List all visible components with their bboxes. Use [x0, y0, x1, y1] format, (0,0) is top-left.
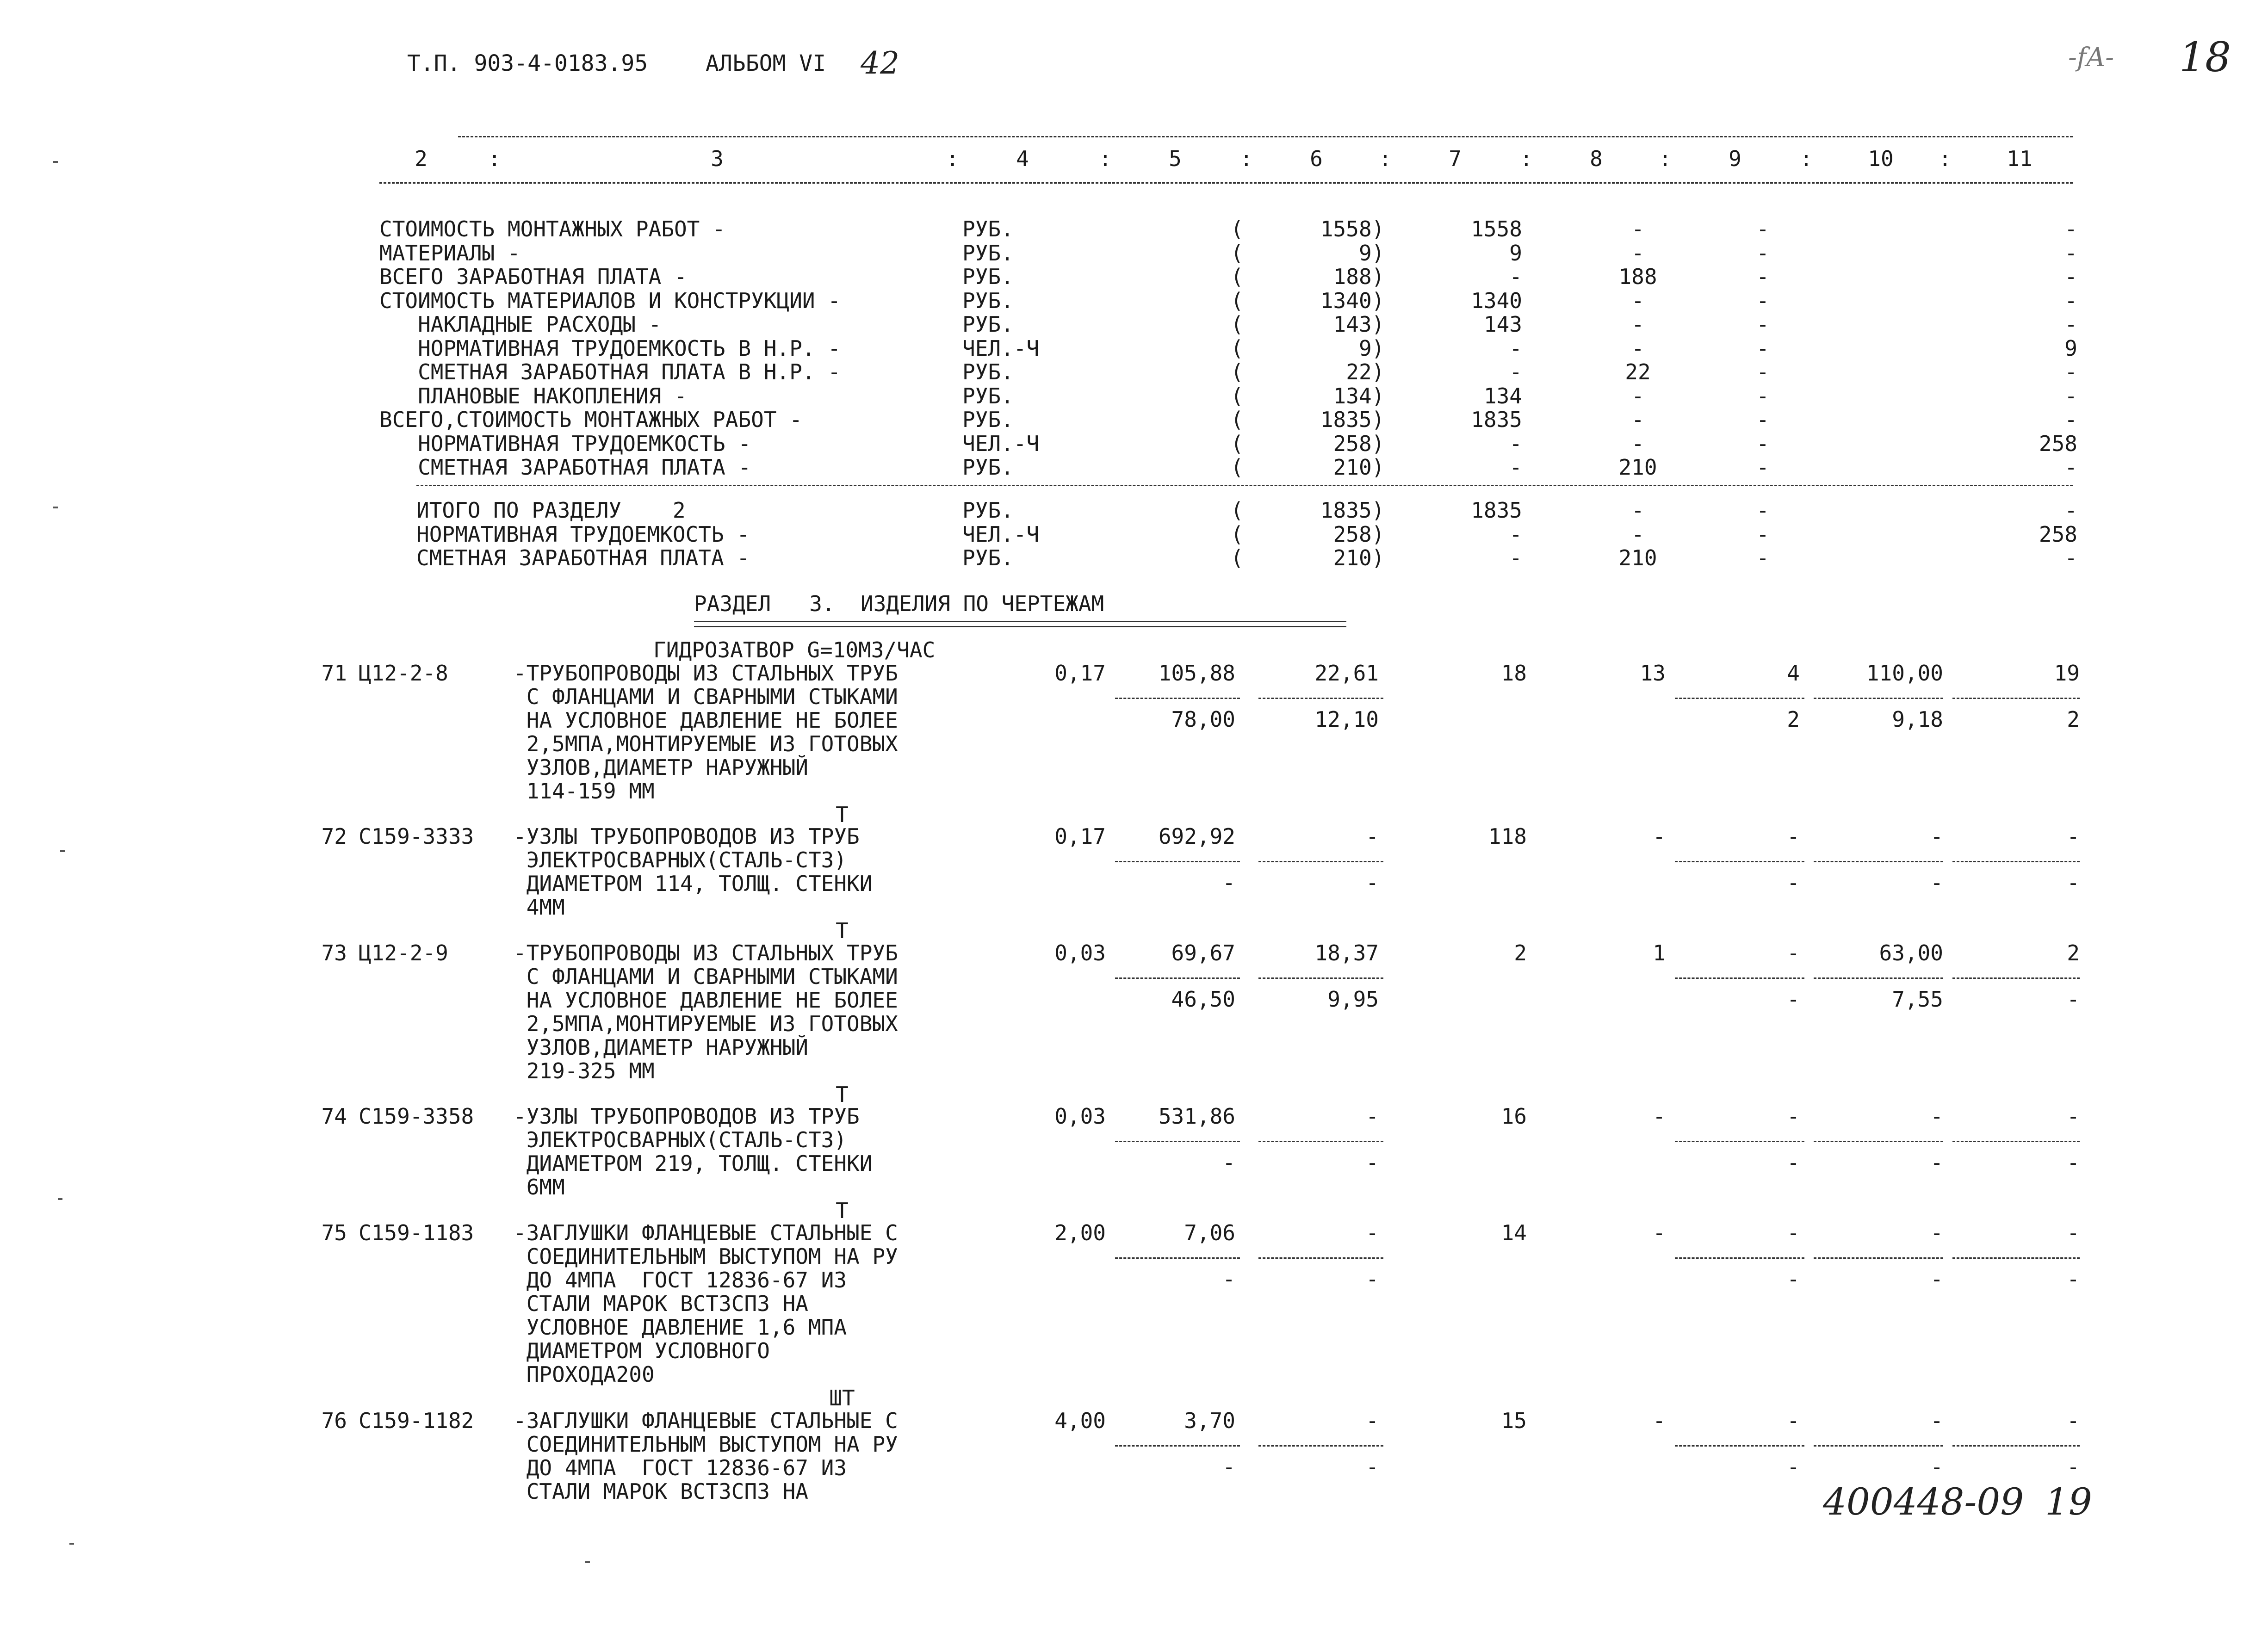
col-header: 11 [2007, 146, 2033, 171]
item-description-line: 4ММ [514, 895, 565, 920]
item-unit: Т [836, 802, 849, 827]
item-value-top: 18,37 [1314, 940, 1379, 965]
item-value-top: 18 [1501, 661, 1527, 686]
row-col11: - [2064, 455, 2077, 480]
item-quantity: 4,00 [1054, 1408, 1106, 1433]
row-col9: - [1756, 498, 1769, 523]
fraction-line [1675, 1141, 1804, 1142]
row-col11: - [2064, 383, 2077, 408]
scan-speck [53, 161, 58, 163]
row-amount-bracketed: ( 210) [1231, 545, 1385, 570]
row-col8: - [1631, 335, 1644, 361]
row-col11: - [2064, 264, 2077, 289]
row-unit: РУБ. [962, 264, 1014, 289]
fraction-line [1258, 977, 1383, 979]
item-value-top: 1 [1653, 940, 1666, 965]
fraction-line [1952, 1141, 2080, 1142]
item-description-line: ДИАМЕТРОМ 114, ТОЛЩ. СТЕНКИ [514, 871, 873, 896]
row-col7: 134 [1483, 383, 1522, 408]
row-col7: - [1509, 335, 1522, 361]
item-description-line: УСЛОВНОЕ ДАВЛЕНИЕ 1,6 МПА [514, 1315, 847, 1340]
item-value-bottom: - [2067, 1150, 2080, 1175]
row-label: ВСЕГО ЗАРАБОТНАЯ ПЛАТА - [379, 264, 687, 289]
doc-reference: Т.П. 903-4-0183.95 [407, 50, 648, 76]
row-col11: 258 [2039, 431, 2077, 456]
row-unit: РУБ. [962, 545, 1014, 570]
col-header: 7 [1449, 146, 1462, 171]
col-separator: : [1659, 146, 1672, 171]
row-amount-bracketed: ( 22) [1231, 359, 1385, 384]
fraction-line [1814, 698, 1943, 699]
row-amount-bracketed: ( 1835) [1231, 407, 1385, 432]
section-title-underline [694, 621, 1346, 627]
col-separator: : [1099, 146, 1112, 171]
item-code: Ц12-2-9 [359, 940, 448, 965]
item-value-top: - [1930, 1408, 1943, 1433]
fraction-line [1952, 698, 2080, 699]
row-unit: РУБ. [962, 359, 1014, 384]
col-header: 2 [415, 146, 428, 171]
row-unit: РУБ. [962, 407, 1014, 432]
row-col7: 1340 [1471, 288, 1522, 313]
row-col9: - [1756, 359, 1769, 384]
item-value-bottom: - [1222, 1454, 1235, 1479]
row-amount-bracketed: ( 258) [1231, 521, 1385, 547]
row-unit: ЧЕЛ.-Ч [962, 521, 1040, 547]
item-description-line: 2,5МПА,МОНТИРУЕМЫЕ ИЗ ГОТОВЫХ [514, 1011, 898, 1036]
item-value-top: 531,86 [1158, 1104, 1235, 1129]
item-description-line: ЭЛЕКТРОСВАРНЫХ(СТАЛЬ-СТ3) [514, 847, 847, 872]
row-col11: - [2064, 216, 2077, 241]
item-value-bottom: - [1787, 1267, 1800, 1292]
item-value-bottom: 12,10 [1314, 707, 1379, 732]
item-value-top: - [2067, 1220, 2080, 1245]
item-value-top: 63,00 [1879, 940, 1943, 965]
fraction-line [1675, 977, 1804, 979]
bottom-page-number: 19 [2045, 1480, 2092, 1523]
item-value-top: 22,61 [1314, 661, 1379, 686]
row-label: СМЕТНАЯ ЗАРАБОТНАЯ ПЛАТА - [379, 455, 751, 480]
row-col11: 9 [2064, 335, 2077, 361]
item-value-top: - [1366, 1104, 1379, 1129]
item-number: 72 [321, 824, 347, 849]
row-col7: 1835 [1471, 498, 1522, 523]
item-quantity: 0,17 [1054, 661, 1106, 686]
row-col9: - [1756, 455, 1769, 480]
item-description-line: ЭЛЕКТРОСВАРНЫХ(СТАЛЬ-СТ3) [514, 1127, 847, 1152]
item-unit: ШТ [829, 1385, 855, 1410]
row-col8: 210 [1618, 455, 1657, 480]
row-col8: 210 [1618, 545, 1657, 570]
row-label: НОРМАТИВНАЯ ТРУДОЕМКОСТЬ - [379, 431, 751, 456]
row-label: ИТОГО ПО РАЗДЕЛУ 2 [416, 498, 686, 523]
row-amount-bracketed: ( 9) [1231, 335, 1385, 361]
item-number: 74 [321, 1104, 347, 1129]
item-value-bottom: 9,18 [1892, 707, 1943, 732]
row-amount-bracketed: ( 1340) [1231, 288, 1385, 313]
item-code: С159-1182 [359, 1408, 474, 1433]
item-description-line: ДО 4МПА ГОСТ 12836-67 ИЗ [514, 1268, 847, 1293]
fraction-line [1675, 1257, 1804, 1259]
fraction-line [1258, 861, 1383, 862]
row-amount-bracketed: ( 188) [1231, 264, 1385, 289]
fraction-line [1952, 1257, 2080, 1259]
item-unit: Т [836, 1198, 849, 1223]
row-col11: - [2064, 312, 2077, 337]
row-label: СТОИМОСТЬ МАТЕРИАЛОВ И КОНСТРУКЦИИ - [379, 288, 841, 313]
row-col7: - [1509, 431, 1522, 456]
item-value-top: - [1930, 1220, 1943, 1245]
row-col9: - [1756, 216, 1769, 241]
fraction-line [1675, 861, 1804, 862]
col-header: 3 [711, 146, 724, 171]
row-unit: РУБ. [962, 240, 1014, 266]
item-code: С159-1183 [359, 1220, 474, 1245]
row-col11: - [2064, 545, 2077, 570]
row-amount-bracketed: ( 134) [1231, 383, 1385, 408]
item-description-line: -ЗАГЛУШКИ ФЛАНЦЕВЫЕ СТАЛЬНЫЕ С [514, 1220, 898, 1245]
row-label: ПЛАНОВЫЕ НАКОПЛЕНИЯ - [379, 383, 687, 408]
item-description-line: СОЕДИНИТЕЛЬНЫМ ВЫСТУПОМ НА РУ [514, 1432, 898, 1457]
item-value-bottom: - [2067, 870, 2080, 895]
row-col8: - [1631, 407, 1644, 432]
section-title: РАЗДЕЛ 3. ИЗДЕЛИЯ ПО ЧЕРТЕЖАМ [694, 591, 1104, 616]
item-number: 75 [321, 1220, 347, 1245]
item-quantity: 0,03 [1054, 1104, 1106, 1129]
item-value-bottom: 78,00 [1171, 707, 1235, 732]
item-description-line: -ТРУБОПРОВОДЫ ИЗ СТАЛЬНЫХ ТРУБ [514, 940, 898, 965]
item-description-line: 219-325 ММ [514, 1058, 655, 1083]
item-value-top: - [1930, 824, 1943, 849]
item-value-top: 15 [1501, 1408, 1527, 1433]
scan-speck [69, 1543, 74, 1545]
fraction-line [1675, 1445, 1804, 1447]
item-value-top: 110,00 [1866, 661, 1943, 686]
item-value-bottom: - [1787, 870, 1800, 895]
row-col11: - [2064, 407, 2077, 432]
item-description-line: -ТРУБОПРОВОДЫ ИЗ СТАЛЬНЫХ ТРУБ [514, 661, 898, 686]
archive-stamp-number: 400448-09 [1823, 1480, 2024, 1523]
section-subtitle: ГИДРОЗАТВОР G=10М3/ЧАС [653, 637, 936, 662]
item-value-top: - [2067, 824, 2080, 849]
row-col7: - [1509, 545, 1522, 570]
row-amount-bracketed: ( 9) [1231, 240, 1385, 266]
item-unit: Т [836, 1082, 849, 1107]
col-separator: : [1800, 146, 1813, 171]
col-header: 8 [1590, 146, 1603, 171]
item-value-top: 2 [1514, 940, 1527, 965]
row-col8: - [1631, 431, 1644, 456]
row-col8: - [1631, 240, 1644, 266]
row-label: СМЕТНАЯ ЗАРАБОТНАЯ ПЛАТА В Н.Р. - [379, 359, 841, 384]
item-value-bottom: - [1366, 1150, 1379, 1175]
row-col7: - [1509, 455, 1522, 480]
row-unit: РУБ. [962, 216, 1014, 241]
item-value-bottom: - [1930, 1267, 1943, 1292]
row-label: НОРМАТИВНАЯ ТРУДОЕМКОСТЬ В Н.Р. - [379, 335, 841, 361]
scan-speck [60, 850, 65, 852]
row-col11: - [2064, 359, 2077, 384]
row-col9: - [1756, 240, 1769, 266]
col-separator: : [488, 146, 501, 171]
row-unit: РУБ. [962, 288, 1014, 313]
item-description-line: С ФЛАНЦАМИ И СВАРНЫМИ СТЫКАМИ [514, 964, 898, 989]
col-header: 10 [1868, 146, 1894, 171]
row-unit: ЧЕЛ.-Ч [962, 335, 1040, 361]
item-code: С159-3333 [359, 824, 474, 849]
item-number: 73 [321, 940, 347, 965]
header-rule-bottom [379, 182, 2073, 184]
item-number: 76 [321, 1408, 347, 1433]
item-value-top: 13 [1640, 661, 1666, 686]
fraction-line [1115, 1257, 1240, 1259]
row-col8: - [1631, 288, 1644, 313]
item-value-bottom: - [1787, 1150, 1800, 1175]
row-amount-bracketed: ( 258) [1231, 431, 1385, 456]
row-label: ВСЕГО,СТОИМОСТЬ МОНТАЖНЫХ РАБОТ - [379, 407, 802, 432]
row-col9: - [1756, 383, 1769, 408]
item-value-top: - [1787, 1408, 1800, 1433]
item-value-top: - [1366, 1220, 1379, 1245]
col-header: 6 [1310, 146, 1323, 171]
item-description-line: -ЗАГЛУШКИ ФЛАНЦЕВЫЕ СТАЛЬНЫЕ С [514, 1408, 898, 1433]
row-col11: - [2064, 240, 2077, 266]
fraction-line [1952, 861, 2080, 862]
item-value-top: 14 [1501, 1220, 1527, 1245]
item-description-line: ДИАМЕТРОМ УСЛОВНОГО [514, 1338, 770, 1363]
corner-mark: -fA- [2068, 43, 2114, 73]
item-description-line: -УЗЛЫ ТРУБОПРОВОДОВ ИЗ ТРУБ [514, 824, 860, 849]
row-unit: РУБ. [962, 498, 1014, 523]
row-col11: - [2064, 288, 2077, 313]
row-unit: ЧЕЛ.-Ч [962, 431, 1040, 456]
item-value-bottom: 2 [1787, 707, 1800, 732]
fraction-line [1952, 977, 2080, 979]
col-separator: : [1939, 146, 1952, 171]
row-col8: - [1631, 498, 1644, 523]
item-value-top: 2 [2067, 940, 2080, 965]
item-value-bottom: - [1930, 1454, 1943, 1479]
item-value-top: - [2067, 1408, 2080, 1433]
row-col9: - [1756, 407, 1769, 432]
row-col11: 258 [2039, 521, 2077, 547]
col-header: 5 [1169, 146, 1182, 171]
scan-speck [585, 1561, 590, 1563]
item-value-bottom: - [1930, 1150, 1943, 1175]
item-value-top: 69,67 [1171, 940, 1235, 965]
item-value-top: 3,70 [1184, 1408, 1235, 1433]
row-label: НОРМАТИВНАЯ ТРУДОЕМКОСТЬ - [416, 521, 750, 547]
scan-speck [53, 507, 58, 508]
item-description-line: 114-159 ММ [514, 779, 655, 804]
row-col8: - [1631, 312, 1644, 337]
item-value-bottom: - [1787, 987, 1800, 1012]
row-col7: 9 [1509, 240, 1522, 266]
row-label: СМЕТНАЯ ЗАРАБОТНАЯ ПЛАТА - [416, 545, 750, 570]
fraction-line [1952, 1445, 2080, 1447]
item-value-bottom: - [1222, 1267, 1235, 1292]
fraction-line [1675, 698, 1804, 699]
row-amount-bracketed: ( 1558) [1231, 216, 1385, 241]
header-rule-top [458, 136, 2073, 137]
item-value-top: 692,92 [1158, 824, 1235, 849]
row-unit: РУБ. [962, 455, 1014, 480]
row-label: СТОИМОСТЬ МОНТАЖНЫХ РАБОТ - [379, 216, 725, 241]
item-description-line: -УЗЛЫ ТРУБОПРОВОДОВ ИЗ ТРУБ [514, 1104, 860, 1129]
item-quantity: 0,17 [1054, 824, 1106, 849]
item-value-top: - [1653, 1220, 1666, 1245]
item-value-bottom: - [1930, 870, 1943, 895]
col-separator: : [1379, 146, 1392, 171]
row-label: МАТЕРИАЛЫ - [379, 240, 521, 266]
item-value-top: - [1653, 1408, 1666, 1433]
row-unit: РУБ. [962, 383, 1014, 408]
fraction-line [1814, 861, 1943, 862]
item-description-line: ПРОХОДА200 [514, 1362, 655, 1387]
row-col7: 143 [1483, 312, 1522, 337]
item-value-bottom: 7,55 [1892, 987, 1943, 1012]
row-col9: - [1756, 264, 1769, 289]
item-value-top: - [1653, 1104, 1666, 1129]
fraction-line [1258, 698, 1383, 699]
fraction-line [1814, 1141, 1943, 1142]
item-value-bottom: - [2067, 1454, 2080, 1479]
item-value-bottom: - [1366, 870, 1379, 895]
item-value-top: - [2067, 1104, 2080, 1129]
row-col8: - [1631, 521, 1644, 547]
row-col8: 22 [1625, 359, 1651, 384]
item-value-bottom: 2 [2067, 707, 2080, 732]
item-description-line: 6ММ [514, 1175, 565, 1200]
item-description-line: ДИАМЕТРОМ 219, ТОЛЩ. СТЕНКИ [514, 1151, 873, 1176]
item-unit: Т [836, 918, 849, 943]
row-unit: РУБ. [962, 312, 1014, 337]
col-header: 9 [1729, 146, 1741, 171]
fraction-line [1258, 1445, 1383, 1447]
item-value-top: - [1787, 1220, 1800, 1245]
row-col7: - [1509, 359, 1522, 384]
item-quantity: 2,00 [1054, 1220, 1106, 1245]
item-value-top: 118 [1488, 824, 1527, 849]
album-label: АЛЬБОМ VI [706, 50, 826, 76]
item-value-bottom: 46,50 [1171, 987, 1235, 1012]
fraction-line [1115, 1141, 1240, 1142]
fraction-line [1814, 1257, 1943, 1259]
item-value-top: - [1787, 1104, 1800, 1129]
item-description-line: СТАЛИ МАРОК ВСТ3СП3 НА [514, 1479, 808, 1504]
item-value-top: 4 [1787, 661, 1800, 686]
item-value-top: - [1653, 824, 1666, 849]
row-col9: - [1756, 288, 1769, 313]
row-col7: - [1509, 264, 1522, 289]
row-col8: - [1631, 216, 1644, 241]
row-col7: 1835 [1471, 407, 1522, 432]
row-col9: - [1756, 312, 1769, 337]
item-value-top: - [1787, 940, 1800, 965]
col-separator: : [946, 146, 959, 171]
item-value-bottom: - [1222, 870, 1235, 895]
item-description-line: УЗЛОВ,ДИАМЕТР НАРУЖНЫЙ [514, 755, 808, 780]
item-description-line: СОЕДИНИТЕЛЬНЫМ ВЫСТУПОМ НА РУ [514, 1244, 898, 1269]
fraction-line [1814, 977, 1943, 979]
album-handwritten-number: 42 [861, 45, 899, 81]
fraction-line [1258, 1141, 1383, 1142]
item-value-top: - [1787, 824, 1800, 849]
row-col8: 188 [1618, 264, 1657, 289]
item-description-line: НА УСЛОВНОЕ ДАВЛЕНИЕ НЕ БОЛЕЕ [514, 988, 898, 1013]
item-quantity: 0,03 [1054, 940, 1106, 965]
row-col11: - [2064, 498, 2077, 523]
row-col9: - [1756, 545, 1769, 570]
fraction-line [1115, 698, 1240, 699]
item-description-line: СТАЛИ МАРОК ВСТ3СП3 НА [514, 1291, 808, 1316]
fraction-line [1814, 1445, 1943, 1447]
col-separator: : [1520, 146, 1533, 171]
row-col9: - [1756, 335, 1769, 361]
item-value-top: - [1366, 1408, 1379, 1433]
row-col9: - [1756, 521, 1769, 547]
corner-page-number: 18 [2179, 33, 2231, 81]
item-value-top: - [1930, 1104, 1943, 1129]
row-col7: - [1509, 521, 1522, 547]
item-description-line: ДО 4МПА ГОСТ 12836-67 ИЗ [514, 1455, 847, 1480]
row-amount-bracketed: ( 210) [1231, 455, 1385, 480]
fraction-line [1115, 861, 1240, 862]
row-amount-bracketed: ( 1835) [1231, 498, 1385, 523]
item-value-bottom: 9,95 [1327, 987, 1379, 1012]
fraction-line [1115, 977, 1240, 979]
item-value-top: 7,06 [1184, 1220, 1235, 1245]
item-code: Ц12-2-8 [359, 661, 448, 686]
item-description-line: НА УСЛОВНОЕ ДАВЛЕНИЕ НЕ БОЛЕЕ [514, 708, 898, 733]
fraction-line [1115, 1445, 1240, 1447]
item-description-line: С ФЛАНЦАМИ И СВАРНЫМИ СТЫКАМИ [514, 684, 898, 709]
col-separator: : [1240, 146, 1253, 171]
row-col7: 1558 [1471, 216, 1522, 241]
item-number: 71 [321, 661, 347, 686]
item-value-bottom: - [1222, 1150, 1235, 1175]
item-value-bottom: - [1366, 1454, 1379, 1479]
item-value-top: 19 [2054, 661, 2080, 686]
summary-rule [416, 485, 2073, 486]
item-value-top: 16 [1501, 1104, 1527, 1129]
item-value-bottom: - [2067, 987, 2080, 1012]
row-label: НАКЛАДНЫЕ РАСХОДЫ - [379, 312, 662, 337]
row-col8: - [1631, 383, 1644, 408]
row-amount-bracketed: ( 143) [1231, 312, 1385, 337]
item-description-line: УЗЛОВ,ДИАМЕТР НАРУЖНЫЙ [514, 1035, 808, 1060]
row-col9: - [1756, 431, 1769, 456]
item-value-top: - [1366, 824, 1379, 849]
item-value-top: 105,88 [1158, 661, 1235, 686]
item-value-bottom: - [2067, 1267, 2080, 1292]
item-code: С159-3358 [359, 1104, 474, 1129]
item-value-bottom: - [1787, 1454, 1800, 1479]
item-description-line: 2,5МПА,МОНТИРУЕМЫЕ ИЗ ГОТОВЫХ [514, 731, 898, 756]
fraction-line [1258, 1257, 1383, 1259]
item-value-bottom: - [1366, 1267, 1379, 1292]
col-header: 4 [1016, 146, 1029, 171]
scan-speck [58, 1198, 62, 1200]
